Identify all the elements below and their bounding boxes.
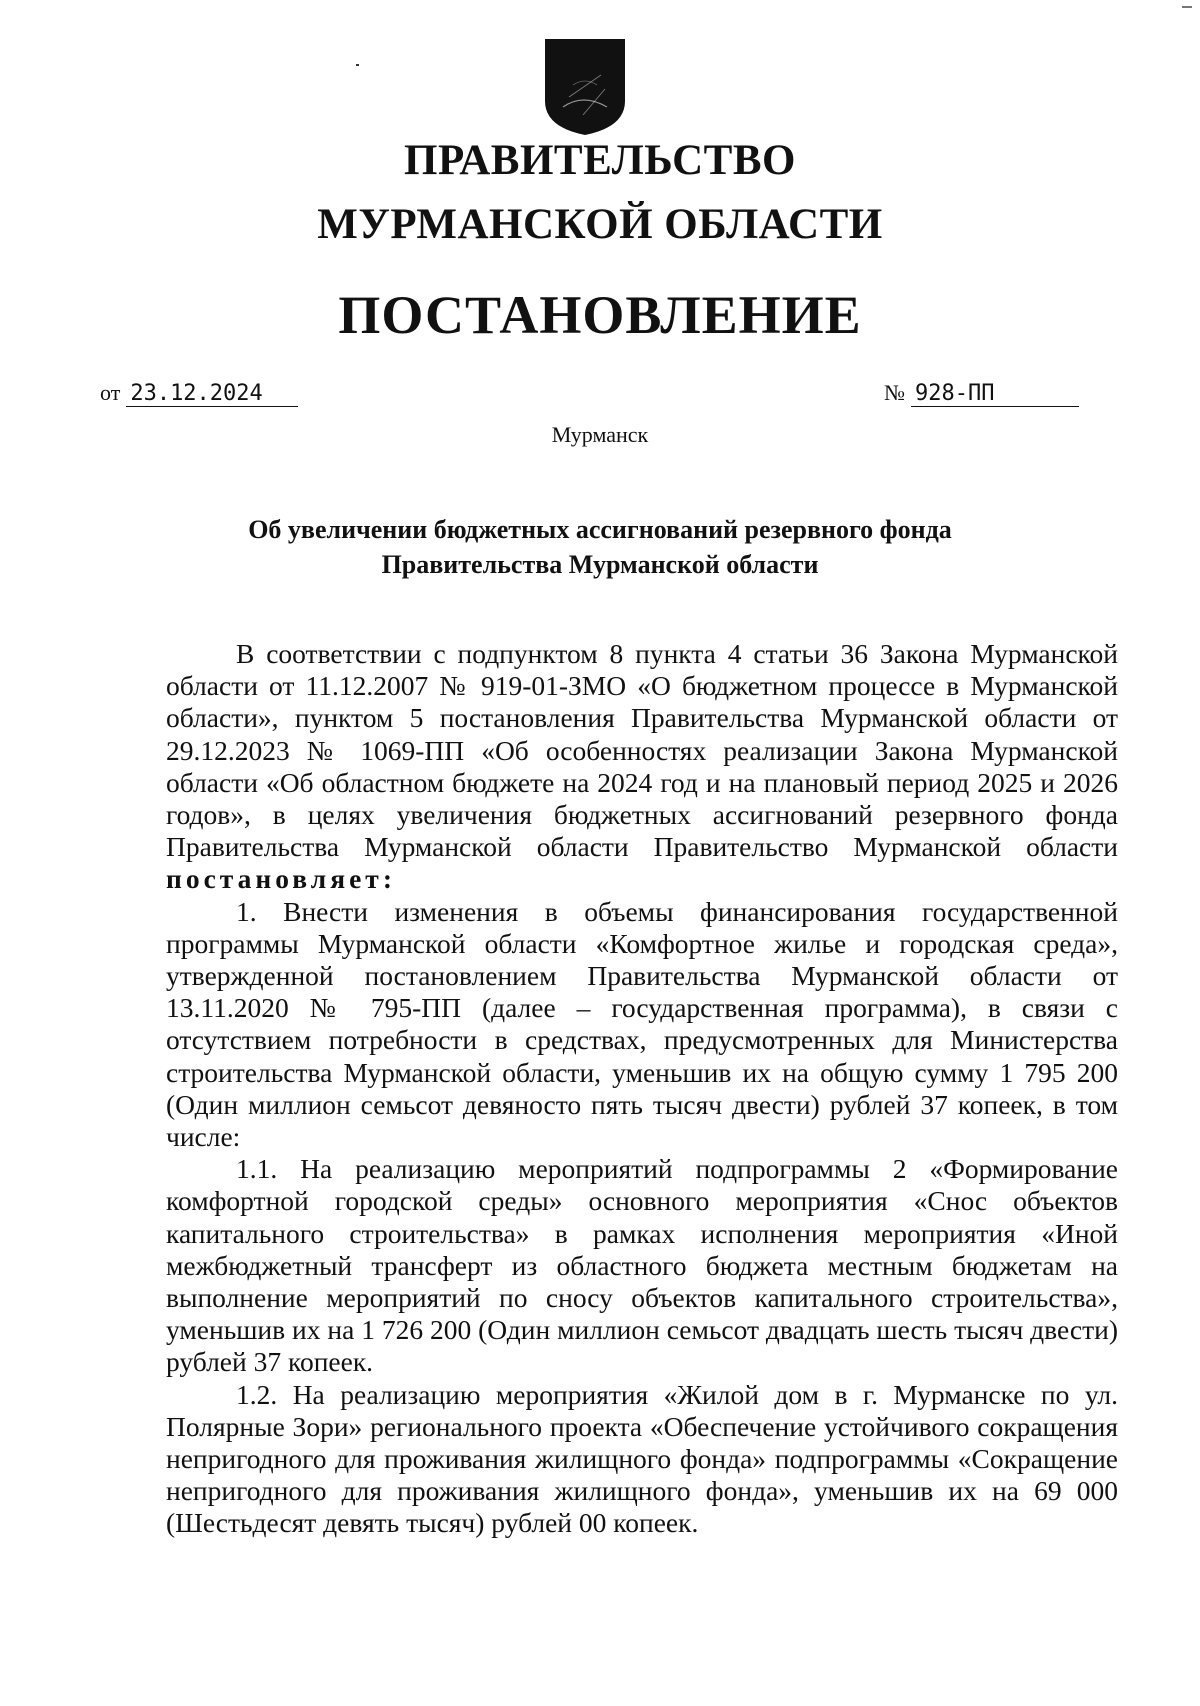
item-1-2-paragraph: 1.2. На реализацию мероприятия «Жилой дом в г. Мурманске по ул. Полярные Зори» регионального проекта «Обеспечение устойчивого сокращения непригодного для проживания жилищного фонда» подпрограммы «Сокращение непригодного для проживания жилищного фонда», уменьшив их на 69 000 (Шестьдесят девять тысяч) рублей 00 копеек.: [166, 1378, 1118, 1539]
preamble-paragraph: [166, 638, 1118, 896]
subject-line1: Об увеличении бюджетных ассигнований резервного фонда: [248, 515, 952, 544]
city-name: Мурманск: [551, 422, 649, 447]
scan-corner-mark: [1182, 6, 1192, 8]
number-prefix: №: [884, 380, 905, 405]
decree-word: постановляет:: [166, 863, 396, 895]
date-prefix: от: [100, 380, 121, 405]
subject-line2: Правительства Мурманской области: [381, 550, 819, 579]
item-1-paragraph: 1. Внести изменения в объемы финансирования государственной программы Мурманской области «Комфортное жилье и городская среда», утвержденной постановлением Правительства Мурманской области от 13.11.2020 № 795-ПП (далее – государственная программа), в связи с отсутствием потребности в средствах, предусмотренных для Министерства строительства Мурманской области, уменьшив их на общую сумму 1 795 200 (Один миллион семьсот девяносто пять тысяч двести) рублей 37 копеек, в том числе:: [166, 895, 1118, 1153]
coat-of-arms-icon: [543, 37, 627, 137]
document-number: 928-ПП: [911, 383, 1079, 407]
date-row: [100, 382, 298, 407]
document-date: 23.12.2024: [126, 383, 298, 407]
org-name-line1: ПРАВИТЕЛЬСТВО: [404, 137, 796, 184]
item-1-1-paragraph: 1.1. На реализацию мероприятий подпрограммы 2 «Формирование комфортной городской среды» основного мероприятия «Снос объектов капитального строительства» в рамках исполнения мероприятия «Иной межбюджетный трансферт из областного бюджета местным бюджетам на выполнение мероприятий по сносу объектов капитального строительства», уменьшив их на 1 726 200 (Один миллион семьсот двадцать шесть тысяч двести) рублей 37 копеек.: [166, 1153, 1118, 1378]
scan-speck: [356, 64, 359, 66]
number-row: [884, 382, 1079, 407]
preamble-text: В соответствии с подпунктом 8 пункта 4 статьи 36 Закона Мурманской области от 11.12.2007 № 919-01-ЗМО «О бюджетном процессе в Мурманской области», пунктом 5 постановления Правительства Мурманской области от 29.12.2023 № 1069-ПП «Об особенностях реализации Закона Мурманской области «Об областном бюджете на 2024 год и на плановый период 2025 и 2026 годов», в целях увеличения бюджетных ассигнований резервного фонда Правительства Мурманской области Правительство Мурманской области: [166, 638, 1118, 863]
org-name-line2: МУРМАНСКОЙ ОБЛАСТИ: [317, 201, 883, 248]
document-type-title: ПОСТАНОВЛЕНИЕ: [338, 285, 862, 345]
document-body: [166, 638, 1118, 1540]
